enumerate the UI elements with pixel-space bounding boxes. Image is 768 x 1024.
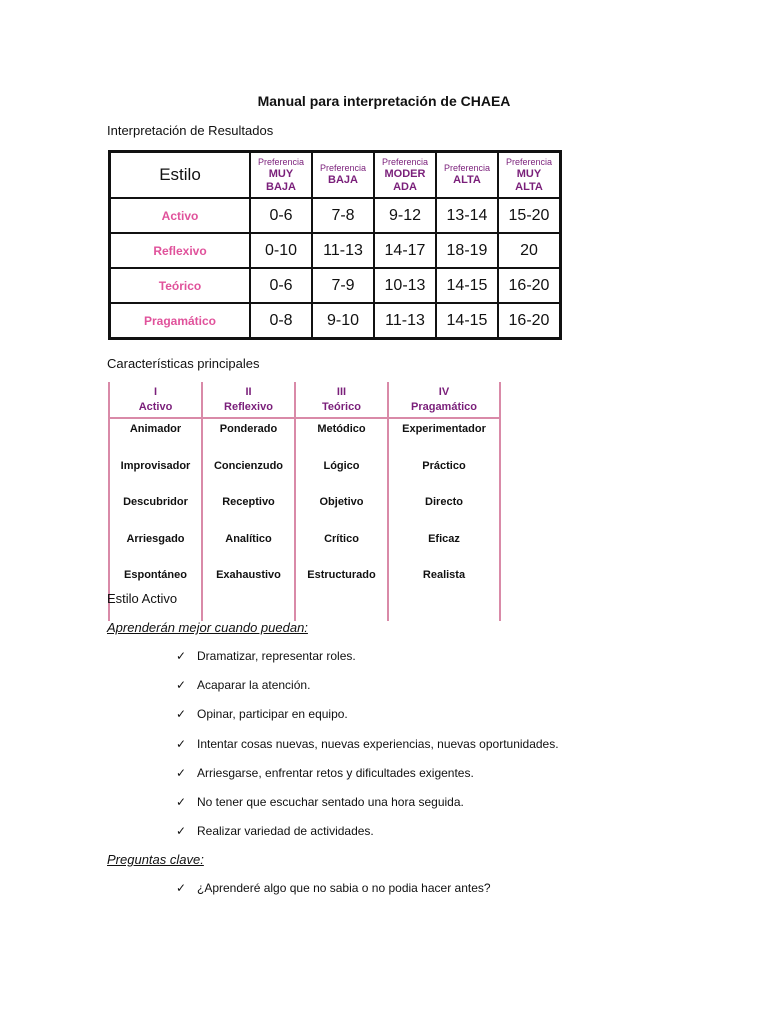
key-questions-heading: Preguntas clave: [107, 852, 204, 867]
score-range: 9-10 [312, 303, 374, 339]
spacer-cell [388, 602, 500, 621]
roman-numeral: III [336, 386, 347, 398]
trait-cell: Espontáneo [109, 565, 202, 602]
style-label: Reflexivo [224, 401, 273, 413]
results-row [110, 303, 561, 339]
score-range: 16-20 [498, 268, 561, 303]
checkmark-icon: ✓ [176, 649, 187, 663]
score-range: 0-6 [250, 268, 312, 303]
checkmark-icon: ✓ [176, 736, 187, 751]
checkmark-icon: ✓ [176, 794, 187, 809]
char-header [202, 382, 295, 418]
score-range: 20 [498, 233, 561, 268]
score-range: 14-17 [374, 233, 436, 268]
trait-cell: Objetivo [295, 492, 388, 529]
spacer-cell [202, 602, 295, 621]
style-name: Teórico [110, 268, 251, 303]
list-item [176, 881, 491, 910]
pref-label: Preferencia [443, 163, 491, 173]
results-table [108, 150, 562, 340]
score-range: 13-14 [436, 198, 498, 233]
spacer-cell [295, 602, 388, 621]
trait-cell: Eficaz [388, 529, 500, 566]
pref-header [250, 152, 312, 199]
trait-cell: Exahaustivo [202, 565, 295, 602]
document-title: Manual para interpretación de CHAEA [257, 93, 511, 109]
list-item [176, 707, 559, 736]
trait-cell: Práctico [388, 456, 500, 493]
score-range: 0-6 [250, 198, 312, 233]
trait-cell: Estructurado [295, 565, 388, 602]
score-range: 18-19 [436, 233, 498, 268]
style-name: Reflexivo [110, 233, 251, 268]
score-range: 10-13 [374, 268, 436, 303]
score-range: 14-15 [436, 268, 498, 303]
score-range: 11-13 [374, 303, 436, 339]
roman-numeral: I [153, 386, 158, 398]
pref-level: MUY BAJA [266, 167, 296, 193]
char-row [109, 418, 500, 456]
score-range: 0-10 [250, 233, 312, 268]
trait-cell: Experimentador [388, 418, 500, 456]
pref-label: Preferencia [319, 163, 367, 173]
checkmark-icon: ✓ [176, 765, 187, 780]
score-range: 14-15 [436, 303, 498, 339]
characteristics-heading: Características principales [107, 356, 260, 371]
pref-level: MUY ALTA [515, 167, 543, 193]
trait-cell: Ponderado [202, 418, 295, 456]
list-item-text: ¿Aprenderé algo que no sabia o no podia hacer antes? [197, 881, 491, 895]
pref-level: ALTA [453, 174, 481, 186]
char-header-row [109, 382, 500, 418]
list-item [176, 795, 559, 824]
pref-header [436, 152, 498, 199]
pref-header [374, 152, 436, 199]
list-item-text: Intentar cosas nuevas, nuevas experiencias, nuevas oportunidades. [197, 736, 559, 751]
checkmark-icon: ✓ [176, 707, 187, 722]
checkmark-icon: ✓ [176, 824, 187, 839]
list-item-text: No tener que escuchar sentado una hora seguida. [197, 794, 464, 809]
list-item-text: Dramatizar, representar roles. [197, 649, 356, 663]
score-range: 7-9 [312, 268, 374, 303]
results-row [110, 198, 561, 233]
trait-cell: Improvisador [109, 456, 202, 493]
trait-cell: Receptivo [202, 492, 295, 529]
roman-numeral: II [245, 386, 252, 398]
score-range: 11-13 [312, 233, 374, 268]
trait-cell: Concienzudo [202, 456, 295, 493]
trait-cell: Animador [109, 418, 202, 456]
list-item [176, 678, 559, 707]
trait-cell: Analítico [202, 529, 295, 566]
pref-header [312, 152, 374, 199]
char-header [109, 382, 202, 418]
trait-cell: Metódico [295, 418, 388, 456]
style-label: Activo [138, 401, 173, 413]
pref-label: Preferencia [257, 156, 305, 167]
pref-level: MODER ADA [384, 167, 426, 193]
score-range: 7-8 [312, 198, 374, 233]
trait-cell: Lógico [295, 456, 388, 493]
list-item [176, 737, 559, 766]
char-row [109, 492, 500, 529]
characteristics-table [108, 382, 501, 621]
trait-cell: Descubridor [109, 492, 202, 529]
char-row [109, 456, 500, 493]
checkmark-icon: ✓ [176, 678, 187, 693]
score-range: 15-20 [498, 198, 561, 233]
checkmark-icon: ✓ [176, 881, 187, 895]
style-label: Pragamático [410, 401, 478, 413]
estilo-header: Estilo [110, 152, 251, 199]
char-header [388, 382, 500, 418]
list-item [176, 649, 559, 678]
pref-label: Preferencia [381, 156, 429, 167]
char-header [295, 382, 388, 418]
list-item [176, 824, 559, 853]
score-range: 9-12 [374, 198, 436, 233]
results-row [110, 268, 561, 303]
list-item-text: Realizar variedad de actividades. [197, 824, 374, 839]
results-heading: Interpretación de Resultados [107, 123, 274, 138]
trait-cell: Directo [388, 492, 500, 529]
results-header-row [110, 152, 561, 199]
list-item-text: Acaparar la atención. [197, 678, 311, 693]
style-name: Pragamático [110, 303, 251, 339]
style-name: Activo [110, 198, 251, 233]
list-item-text: Opinar, participar en equipo. [197, 707, 348, 722]
score-range: 0-8 [250, 303, 312, 339]
score-range: 16-20 [498, 303, 561, 339]
learn-best-heading: Aprenderán mejor cuando puedan: [107, 620, 308, 635]
pref-label: Preferencia [505, 156, 553, 167]
roman-numeral: IV [438, 386, 450, 398]
list-item-text: Arriesgarse, enfrentar retos y dificultades exigentes. [197, 765, 474, 780]
list-item [176, 766, 559, 795]
trait-cell: Crítico [295, 529, 388, 566]
trait-cell: Arriesgado [109, 529, 202, 566]
results-row [110, 233, 561, 268]
learn-best-list [176, 649, 559, 853]
active-style-heading: Estilo Activo [107, 591, 178, 606]
trait-cell: Realista [388, 565, 500, 602]
style-label: Teórico [322, 401, 361, 413]
key-questions-list [176, 881, 491, 910]
pref-header [498, 152, 561, 199]
pref-level: BAJA [328, 174, 358, 186]
char-row [109, 529, 500, 566]
